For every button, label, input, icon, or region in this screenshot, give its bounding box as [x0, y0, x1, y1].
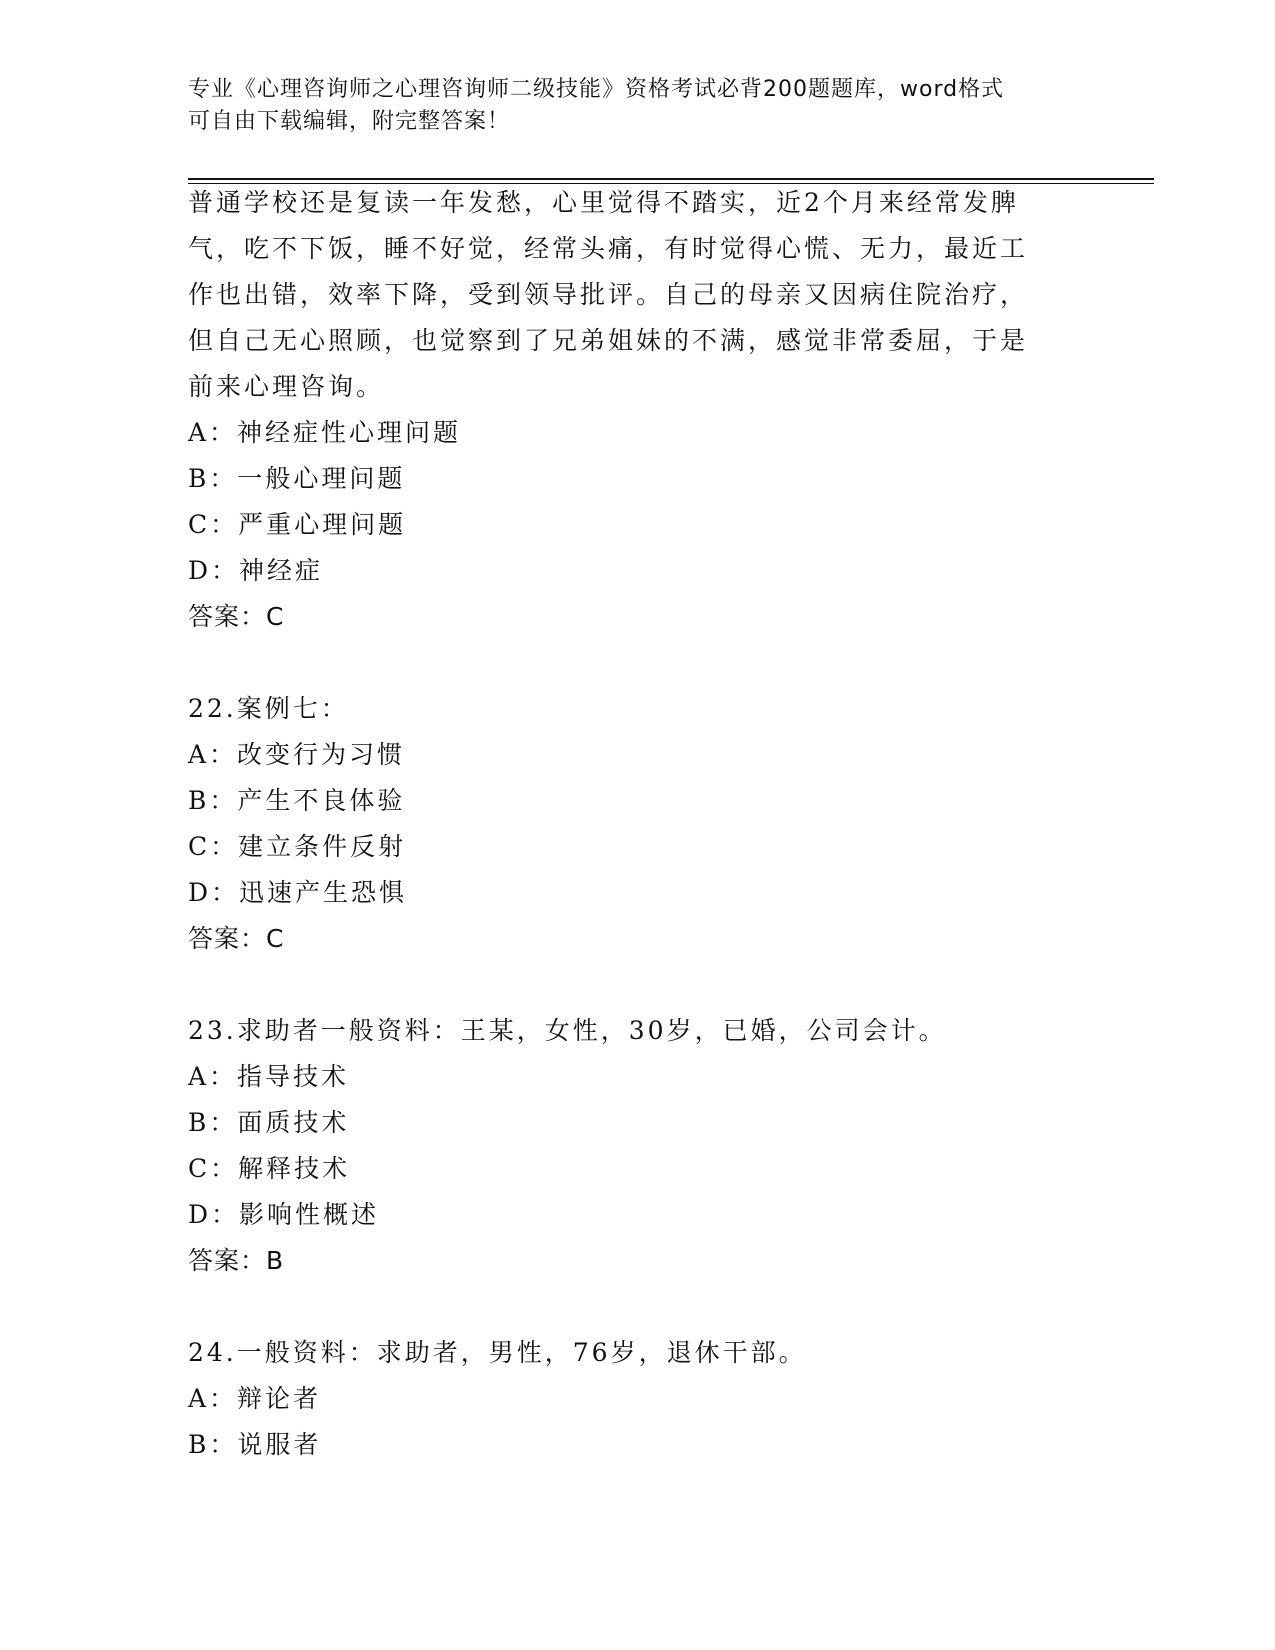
option-c: C：解释技术: [188, 1154, 351, 1183]
option-b: B：说服者: [188, 1430, 322, 1459]
question-24: [188, 1330, 1088, 1468]
answer-line: 答案：B: [188, 1246, 285, 1275]
question-22: [188, 686, 1088, 962]
question-stem-line: 但自己无心照顾，也觉察到了兄弟姐妹的不满，感觉非常委屈，于是: [188, 326, 1029, 355]
option-a: A：辩论者: [188, 1384, 322, 1413]
option-b: B：一般心理问题: [188, 464, 406, 493]
continued-question: [188, 180, 1088, 640]
question-spacer: [188, 1284, 1088, 1330]
document-body: [188, 180, 1088, 1468]
question-stem-line: 普通学校还是复读一年发愁，心里觉得不踏实，近2个月来经常发脾: [188, 188, 1019, 217]
option-b: B：产生不良体验: [188, 786, 406, 815]
option-a: A：指导技术: [188, 1062, 350, 1091]
option-d: D：迅速产生恐惧: [188, 878, 408, 907]
option-c: C：建立条件反射: [188, 832, 407, 861]
option-c: C：严重心理问题: [188, 510, 407, 539]
option-b: B：面质技术: [188, 1108, 350, 1137]
question-stem: 24.一般资料：求助者，男性，76岁，退休干部。: [188, 1338, 807, 1367]
question-stem-line: 作也出错，效率下降，受到领导批评。自己的母亲又因病住院治疗，: [188, 280, 1029, 309]
answer-line: 答案：C: [188, 924, 285, 953]
question-23: [188, 1008, 1088, 1284]
question-stem: 23.求助者一般资料：王某，女性，30岁，已婚，公司会计。: [188, 1016, 947, 1045]
question-stem-line: 前来心理咨询。: [188, 372, 385, 401]
question-spacer: [188, 962, 1088, 1008]
question-stem-line: 气，吃不下饭，睡不好觉，经常头痛，有时觉得心慌、无力，最近工: [188, 234, 1029, 263]
question-spacer: [188, 640, 1088, 686]
header-title-line-1: 专业《心理咨询师之心理咨询师二级技能》资格考试必背200题题库，word格式: [188, 77, 1005, 102]
answer-line: 答案：C: [188, 602, 285, 631]
document-header: [188, 74, 1088, 138]
option-d: D：影响性概述: [188, 1200, 380, 1229]
question-stem: 22.案例七：: [188, 694, 349, 723]
header-title-line-2: 可自由下载编辑，附完整答案！: [188, 109, 511, 134]
option-a: A：改变行为习惯: [188, 740, 406, 769]
option-d: D：神经症: [188, 556, 324, 585]
option-a: A：神经症性心理问题: [188, 418, 462, 447]
